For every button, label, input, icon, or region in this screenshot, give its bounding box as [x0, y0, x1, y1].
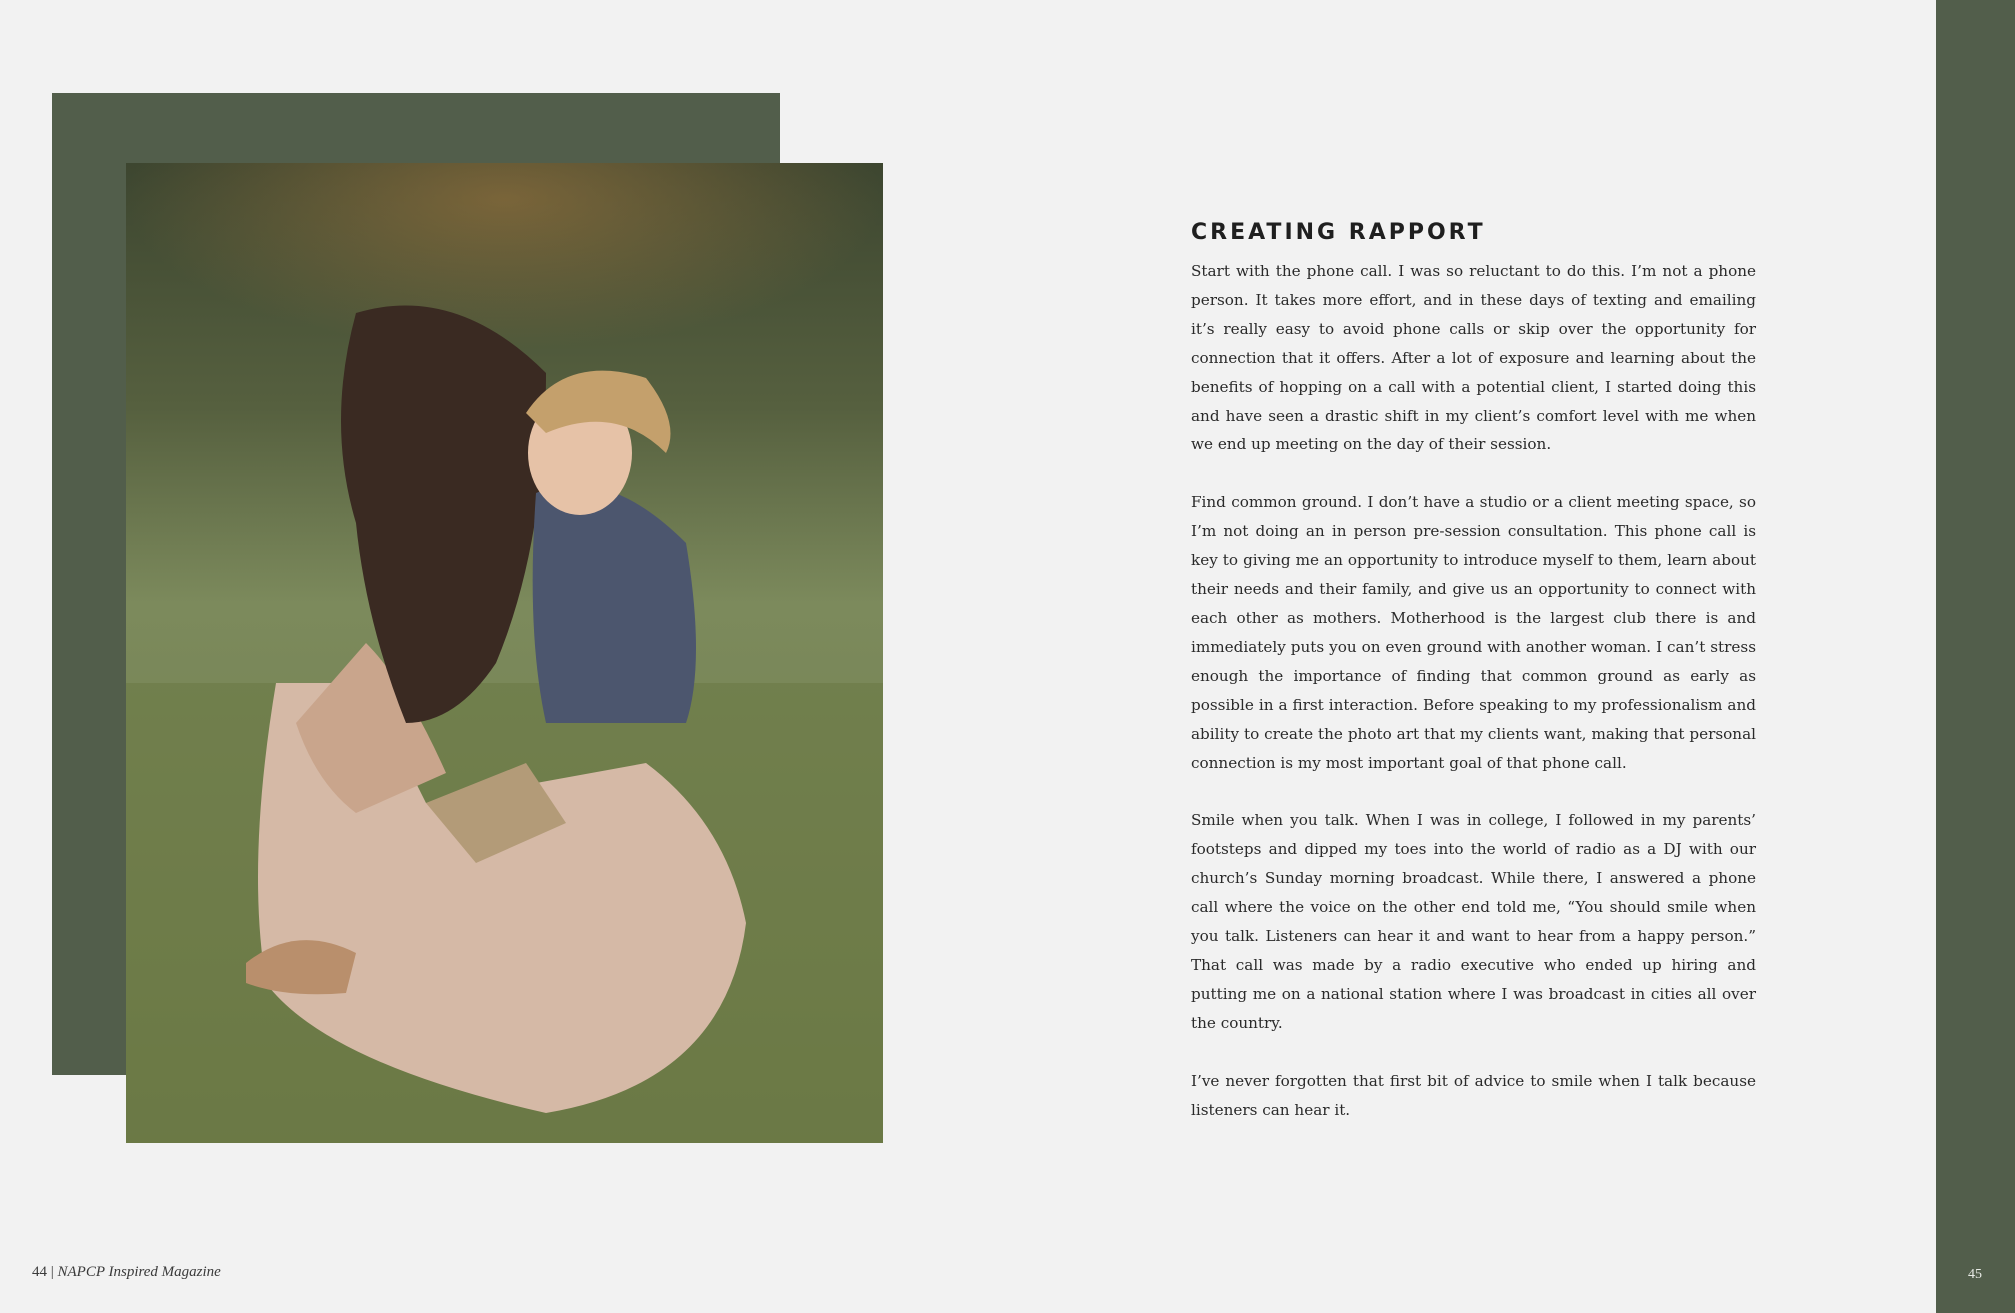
- right-edge-green-bar: [1936, 0, 2015, 1313]
- right-page-number: 45: [1968, 1267, 1982, 1282]
- photo-illustration: [126, 163, 883, 1143]
- section-heading: CREATING RAPPORT: [1191, 220, 1486, 245]
- paragraph-phone-call: Start with the phone call. I was so reluctant to do this. I’m not a phone person. It takes more effort, and in these days of texting and emailing it’s really easy to avoid phone calls or skip over the opportunity for connection that it offers. After a lot of exposure and learning about the benefits of hopping on a call with a potential client, I started doing this and have seen a drastic shift in my client’s comfort level with me when we end up meeting on the day of their session.: [1191, 262, 1756, 454]
- left-page-folio: [32, 1264, 221, 1281]
- paragraph-smile: Smile when you talk. When I was in college, I followed in my parents’ footsteps and dipped my toes into the world of radio as a DJ with our church’s Sunday morning broadcast. While there, I answered a phone call where the voice on the other end told me, “You should smile when you talk. Listeners can hear it and want to hear from a happy person.” That call was made by a radio executive who ended up hiring and putting me on a national station where I was broadcast in cities all over the country.: [1191, 811, 1756, 1032]
- magazine-title: NAPCP Inspired Magazine: [57, 1264, 221, 1280]
- article-column: [1191, 220, 1756, 1153]
- folio-separator: |: [50, 1264, 54, 1280]
- paragraph-common-ground: Find common ground. I don’t have a studio or a client meeting space, so I’m not doing an in person pre-session consultation. This phone call is key to giving me an opportunity to introduce myself to them, learn about their needs and their family, and give us an opportunity to connect with each other as mothers. Motherhood is the largest club there is and immediately puts you on even ground with another woman. I can’t stress enough the importance of finding that common ground as early as possible in a first interaction. Before speaking to my professionalism and ability to create the photo art that my clients want, making that personal connection is my most important goal of that phone call.: [1191, 493, 1756, 772]
- paragraph-advice: I’ve never forgotten that first bit of advice to smile when I talk because listeners can hear it.: [1191, 1071, 1756, 1119]
- mother-child-photo: [126, 163, 883, 1143]
- left-page-number: 44: [32, 1264, 47, 1280]
